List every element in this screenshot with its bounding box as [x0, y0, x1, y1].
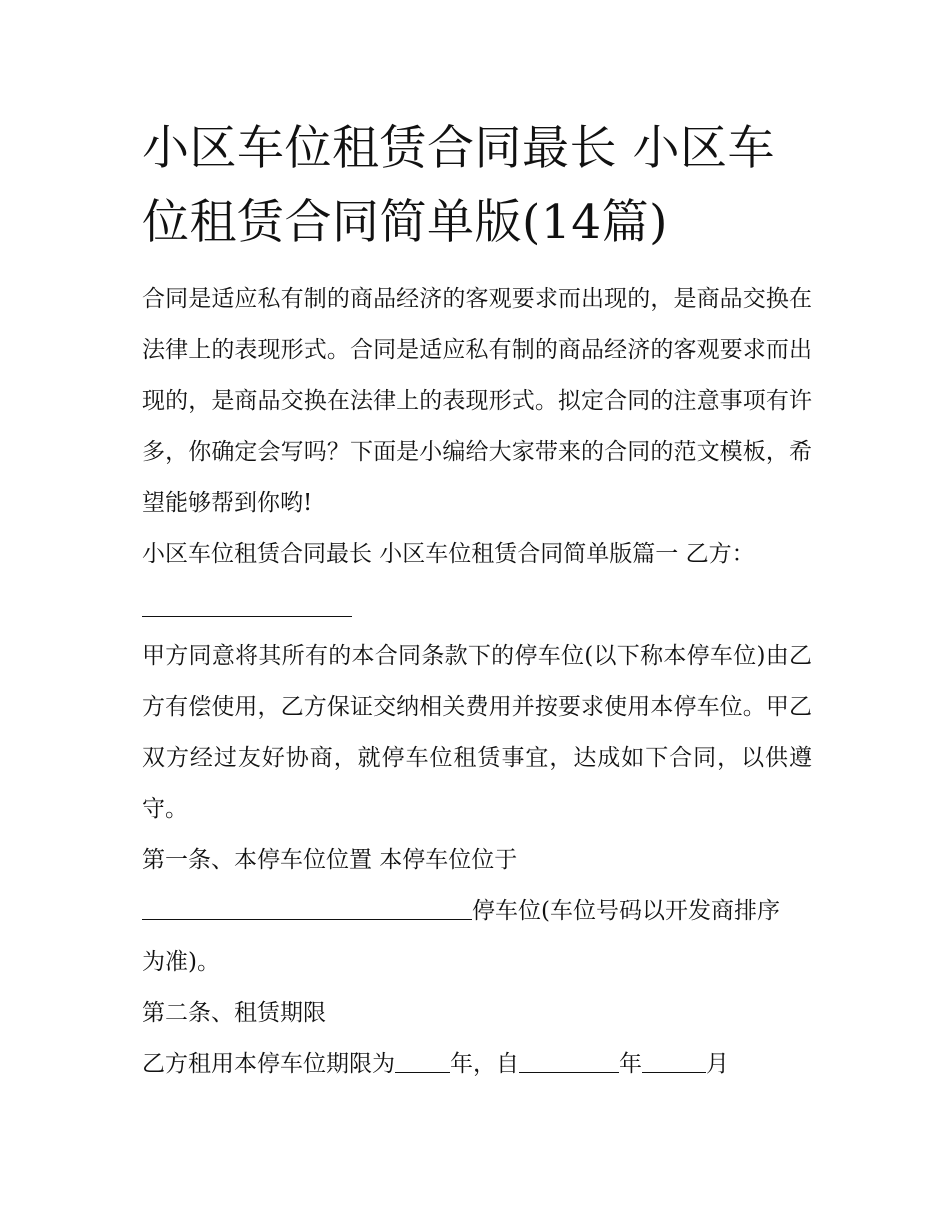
article2-heading: 第二条、租赁期限: [142, 1000, 326, 1026]
article2-year2-label: 年: [619, 1051, 642, 1077]
section-heading: 小区车位租赁合同最长 小区车位租赁合同简单版篇一 乙方：: [142, 541, 755, 567]
document-title: 小区车位租赁合同最长 小区车位租赁合同简单版(14篇): [142, 121, 775, 250]
article1-heading: 第一条、本停车位位置 本停车位位于: [142, 847, 518, 873]
party-b-blank: [142, 580, 812, 631]
agreement-paragraph: 甲方同意将其所有的本合同条款下的停车位(以下称本停车位)由乙方有偿使用，乙方保证交纳相关费用并按要求使用本停车位。甲乙双方经过友好协商，就停车位租赁事宜，达成如下合同，以供遵守。: [142, 643, 812, 822]
term-years-blank: [395, 1050, 450, 1073]
article1-location-line: [142, 886, 812, 937]
intro-paragraph: 合同是适应私有制的商品经济的客观要求而出现的，是商品交换在法律上的表现形式。合同是适应私有制的商品经济的客观要求而出现的，是商品交换在法律上的表现形式。拟定合同的注意事项有许多，你确定会写吗？下面是小编给大家带来的合同的范文模板，希望能够帮到你哟!: [142, 286, 812, 516]
start-month-blank: [642, 1050, 706, 1073]
article1-suffix: 停车位(车位号码以开发商排序: [472, 898, 780, 924]
start-year-blank: [519, 1050, 619, 1073]
article2-year-label: 年，自: [450, 1051, 519, 1077]
article2-term-line: [142, 1039, 812, 1090]
document-body: [142, 274, 812, 1090]
article1-end: 为准)。: [142, 949, 220, 975]
article2-prefix: 乙方租用本停车位期限为: [142, 1051, 395, 1077]
party-b-underline: [142, 616, 352, 617]
location-blank: [142, 897, 472, 920]
article2-month-label: 月: [706, 1051, 729, 1077]
